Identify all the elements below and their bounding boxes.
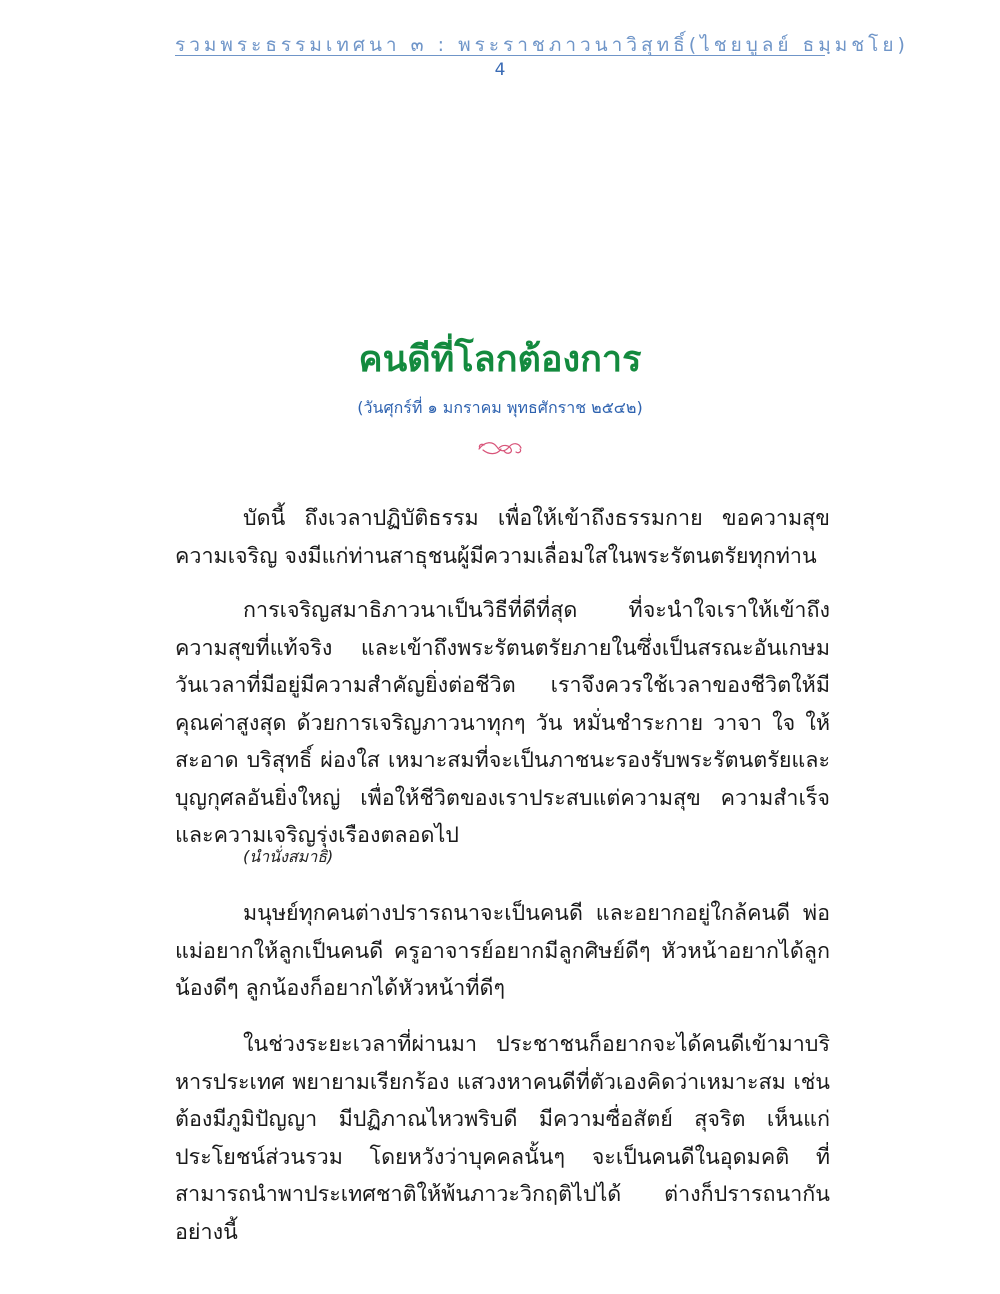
meditation-note: (นำนั่งสมาธิ) bbox=[243, 847, 334, 866]
header-rule bbox=[175, 55, 825, 56]
paragraph-country-leaders: ในช่วงระยะเวลาที่ผ่านมา ประชาชนก็อยากจะได้คนดีเข้ามาบริหารประเทศ พยายามเรียกร้อง แสวงหาคนดีที่ตัวเองคิดว่าเหมาะสม เช่น ต้องมีภูมิปัญญา มีปฏิภาณไหวพริบดี มีความซื่อสัตย์ สุจริต เห็นแก่ประโยชน์ส่วนรวม โดยหวังว่าบุคคลนั้นๆ จะเป็นคนดีในอุดมคติ ที่สามารถนำพาประเทศชาติให้พ้นภาวะวิกฤติไปได้ ต่างก็ปรารถนากันอย่างนี้ bbox=[175, 1032, 830, 1245]
ornament-flourish-icon bbox=[475, 437, 525, 459]
sermon-title: คนดีที่โลกต้องการ bbox=[358, 339, 642, 380]
sermon-date: (วันศุกร์ที่ ๑ มกราคม พุทธศักราช ๒๕๔๒) bbox=[357, 398, 643, 417]
paragraph-meditation-benefit: การเจริญสมาธิภาวนาเป็นวิธีที่ดีที่สุด ที่จะนำใจเราให้เข้าถึงความสุขที่แท้จริง และเข้าถึงพระรัตนตรัยภายในซึ่งเป็นสรณะอันเกษม วันเวลาที่มีอยู่มีความสำคัญยิ่งต่อชีวิต เราจึงควรใช้เวลาของชีวิตให้มีคุณค่าสูงสุด ด้วยการเจริญภาวนาทุกๆ วัน หมั่นชำระกาย วาจา ใจ ให้สะอาด บริสุทธิ์ ผ่องใส เหมาะสมที่จะเป็นภาชนะรองรับพระรัตนตรัยและบุญกุศลอันยิ่งใหญ่ เพื่อให้ชีวิตของเราประสบแต่ความสุข ความสำเร็จ และความเจริญรุ่งเรืองตลอดไป bbox=[175, 598, 830, 848]
paragraph-good-people: มนุษย์ทุกคนต่างปรารถนาจะเป็นคนดี และอยากอยู่ใกล้คนดี พ่อแม่อยากให้ลูกเป็นคนดี ครูอาจารย์อยากมีลูกศิษย์ดีๆ หัวหน้าอยากได้ลูกน้องดีๆ ลูกน้องก็อยากได้หัวหน้าที่ดีๆ bbox=[175, 901, 830, 1001]
running-header: รวมพระธรรมเทศนา ๓ : พระราชภาวนาวิสุทธิ์(ไชยบูลย์ ธมฺมชโย) bbox=[175, 34, 909, 56]
paragraph-opening: บัดนี้ ถึงเวลาปฏิบัติธรรม เพื่อให้เข้าถึงธรรมกาย ขอความสุขความเจริญ จงมีแก่ท่านสาธุชนผู้มีความเลื่อมใสในพระรัตนตรัยทุกท่าน bbox=[175, 506, 830, 569]
page-number: 4 bbox=[494, 60, 506, 80]
